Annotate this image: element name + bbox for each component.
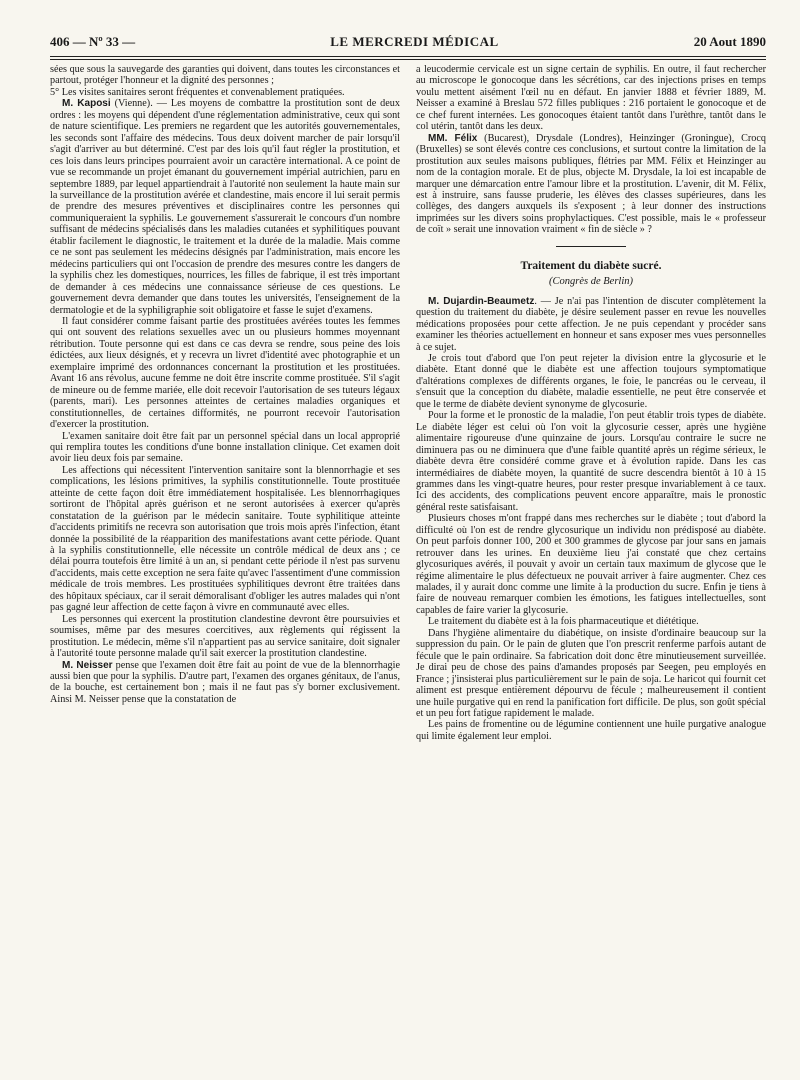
article-columns	[50, 64, 766, 742]
section-divider	[556, 246, 626, 247]
paragraph-text: (Bucarest), Drysdale (Londres), Heinzinger (Groningue), Crocq (Bruxelles) se sont élevés contre ces conclusions, et surtout contre la limitation de la prostitution aux seules maisons publiques, flétries par MM. Félix et Heinzinger au nom de la contagion morale. Et de plus, objecte M. Drysdale, la loi est incapable de marquer une démarcation entre l'amour libre et la prostitution. L'avenir, dit M. Félix, est à instruire, sans fausse pruderie, les élèves des classes supérieures, dans les collèges, des dangers auxquels ils s'exposent ; à leur donner des instructions imprimées sur les divers soins prophylactiques. C'est possible, mais le « professeur de coït » serait une innovation vraiment « fin de siècle » ?	[416, 132, 766, 236]
paragraph: Les personnes qui exercent la prostitution clandestine devront être poursuivies et soumises, même par des mesures coercitives, aux règlements qui régissent la prostitution. Le médecin, même s'il n'appartient pas au service sanitaire, doit signaler à l'autorité toute personne malade qu'il sait exercer la prostitution clandestine.	[50, 613, 400, 660]
section-subtitle: (Congrès de Berlin)	[549, 276, 633, 288]
paragraph: Les pains de fromentine ou de légumine contiennent une huile purgative analogue qui limite également leur emploi.	[416, 719, 766, 742]
issue-date: 20 Aout 1890	[693, 34, 766, 49]
paragraph: Les affections qui nécessitent l'intervention sanitaire sont la blennorrhagie et ses complications, les lésions primitives, la syphilis constitutionnelle. Toute prostituée atteinte de cette façon doit être immédiatement hospitalisée. Les blennorrhagiques sortiront de l'hôpital après guérison et ne seront autorisées à exercer qu'après constatation de la guérison par le médecin sanitaire. Toute syphilitique atteinte d'accidents primitifs ne recevra son autorisation que trois mois après l'infection, étant donnée la possibilité de la réapparition des manifestations avant cette période. Quant à la syphilis constitutionnelle, elle nécessite un contrôle médical de deux ans ; ce délai pourra toutefois être limité à un an, si pendant cette période il n'est pas survenu d'accidents, mais cette exception ne sera faite qu'avec l'assentiment d'une commission médicale de trois membres. Les prostituées syphilitiques devront être traitées dans des hôpitaux spéciaux, car il serait démoralisant d'obliger les autres malades qui n'ont pas gagné leur affection de cette façon à vivre en communauté avec elles.	[50, 464, 400, 614]
paragraph-text: . — Je n'ai pas l'intention de discuter complètement la question du traitement du diabète, je désire seulement passer en revue les nouvelles médications proposées pour cette affection. Je ne puis cependant y procéder sans examiner les théories actuellement en honneur et sans exposer mes vues personnelles à ce sujet.	[416, 295, 766, 353]
page-number: 406 — Nº 33 —	[50, 34, 136, 49]
journal-title: LE MERCREDI MÉDICAL	[330, 34, 499, 49]
paragraph-text: (Vienne). — Les moyens de combattre la prostitution sont de deux ordres : les moyens qui dépendent d'une réglementation administrative, ceux qui sont de nature scientifique. Les premiers ne regardent que les autorités gouvernementales, les seconds sont l'affaire des médecins. Tous deux doivent marcher de pair lorsqu'il s'agit d'arriver au but déterminé. C'est par des lois qu'il faut régler la prostitution, et ces lois dans leurs principes pourraient avoir un caractère international. A ce point de vue se recommande un projet émanant du gouvernement impérial autrichien, paru en septembre 1889, par lequel appartiendrait à l'autorité non seulement la haute main sur la surveillance de la prostitution avérée et clandestine, mais encore il lui serait permis de prendre des mesures préventives et disciplinaires contre les personnes qui communiqueraient la syphilis. Le gouvernement s'assurerait le concours d'un nombre suffisant de médecins spécialisés dans les maladies cutanées et syphilitiques pouvant établir facilement le diagnostic, le traitement et la durée de la maladie. Mais comme ce ne sont pas seulement les médecins désignés par l'administration, mais encore les médecins particuliers qui ont l'occasion de prendre des mesures contre les dangers de la syphilis chez les domestiques, nourrices, les filles de fabrique, il est très important de demander à ces médecins une connaissance sérieuse de ces questions. Le gouvernement devra demander que dans toutes les universités, l'enseignement de la dermatologie et de la syphiligraphie soit obligatoire et fasse le sujet d'examens.	[50, 98, 400, 316]
paragraph: Plusieurs choses m'ont frappé dans mes recherches sur le diabète ; tout d'abord la difficulté où l'on est de rendre glycosurique un individu non prédisposé au diabète. On peut parfois donner 100, 200 et 300 grammes de glycose par jour sans en jamais retrouver dans les urines. En deuxième lieu j'ai constaté que chez certains glycosuriques avérés, il pouvait y avoir un certain taux maximum de glycose que le régime alimentaire le plus défectueux ne pouvait arriver à faire augmenter. Chez ces malades, il y aurait donc comme une limite à la production du sucre. Enfin je tiens à faire de nouveau remarquer combien les émotions, les fatigues intellectuelles, sont capables de faire varier la glycosurie.	[416, 513, 766, 616]
section-title: Traitement du diabète sucré.	[520, 259, 662, 272]
speaker-name: M. Dujardin-Beaumetz	[428, 295, 535, 307]
header-rule-double	[50, 59, 766, 60]
paragraph: sées que sous la sauvegarde des garanties qui doivent, dans toutes les circonstances et partout, protéger l'honneur et la dignité des personnes ;	[50, 64, 400, 87]
header-rule	[50, 56, 766, 57]
paragraph: a leucodermie cervicale est un signe certain de syphilis. En outre, il faut rechercher au microscope le gonocoque dans les sécrétions, car des injections prises en temps voulu mettent aisément l'œil nu en défaut. En janvier 1888 et février 1889, M. Neisser a examiné à Breslau 572 filles publiques : 216 portaient le gonocoque et de ce chef furent internées. Les gonocoques étaient tantôt dans l'urèthre, tantôt dans le col utérin, tantôt dans les deux.	[416, 64, 766, 133]
paragraph	[416, 296, 766, 353]
page-header	[50, 34, 766, 50]
paragraph: Je crois tout d'abord que l'on peut rejeter la division entre la glycosurie et le diabète. Etant donné que le diabète est une affection toujours symptomatique d'altérations complexes de différents organes, le foie, le pancréas ou le cerveau, il s'ensuit que la conception du diabète, maladie essentielle, ne peut être conservée et que le terme de diabète devient synonyme de glycosurie.	[416, 352, 766, 410]
paragraph	[50, 660, 400, 706]
paragraph: Il faut considérer comme faisant partie des prostituées avérées toutes les femmes qui ont souvent des relations sexuelles avec un ou plusieurs hommes moyennant rétribution. Toute personne qui est dans ce cas devra se rendre, sous peine des lois édictées, aux lieux désignés, et y recevra un livret d'identité avec photographie et un exemplaire imprimé des ordonnances concernant la prostitution et les prostituées. Avant 16 ans révolus, aucune femme ne doit être inscrite comme prostituée. S'il s'agit de mineure ou de femme mariée, elle doit recevoir l'autorisation de ses tuteurs légaux (parents, mari). Les personnes atteintes de certaines maladies organiques et constitutionnelles, de certaines difformités, ne pourront recevoir l'autorisation d'exercer la prostitution.	[50, 315, 400, 431]
paragraph: Dans l'hygiène alimentaire du diabétique, on insiste d'ordinaire beaucoup sur la suppression du pain. Or le pain de gluten que l'on prescrit renferme parfois autant de fécule que le pain ordinaire. Sa fabrication doit donc être minutieusement surveillée. Je dirai peu de chose des pains d'amandes proposés par Seegen, peu employés en France ; j'insisterai plus particulièrement sur le pain de soja. Le haricot qui fournit cet aliment est presque entièrement dépourvu de fécule ; malheureusement il contient une huile purgative qui en rend la panification fort difficile. De plus, son goût spécial et un peu fort fatigue rapidement le malade.	[416, 627, 766, 720]
paragraph: Le traitement du diabète est à la fois pharmaceutique et diététique.	[428, 616, 699, 628]
speaker-name: MM. Félix	[428, 132, 478, 144]
speaker-name: M. Neisser	[62, 659, 113, 671]
paragraph-text: pense que l'examen doit être fait au point de vue de la blennorrhagie aussi bien que pour la syphilis. D'autre part, l'examen des organes génitaux, de l'anus, de la bouche, est certainement bon ; mais il ne faut pas s'y borner exclusivement. Ainsi M. Neisser pense que la constatation de	[50, 659, 400, 705]
paragraph: L'examen sanitaire doit être fait par un personnel spécial dans un local approprié qui remplira toutes les conditions d'une bonne installation clinique. Cet examen doit avoir lieu deux fois par semaine.	[50, 430, 400, 465]
speaker-name: M. Kaposi	[62, 98, 111, 110]
paragraph: Pour la forme et le pronostic de la maladie, l'on peut établir trois types de diabète. Le diabète léger est celui où l'on voit la glycosurie cesser, après une hygiène alimentaire rigoureuse d'une quinzaine de jours. Lorsqu'au contraire le sucre ne diminuera pas ou ne diminuera que d'une faible quantité après un régime sérieux, le diabète devra être considéré comme grave et à évolution rapide. Dans les cas intermédiaires de diabète moyen, la quantité de sucre descendra bientôt à 10 à 15 grammes dans les vingt-quatre heures, pour rester presque invariablement à ce taux. Ici des accidents, des complications peuvent encore apparaître, mais le pronostic général reste satisfaisant.	[416, 410, 766, 513]
left-column	[50, 64, 400, 742]
paragraph	[50, 98, 400, 316]
paragraph	[416, 133, 766, 236]
paragraph: 5° Les visites sanitaires seront fréquentes et convenablement pratiquées.	[50, 86, 345, 98]
right-column	[416, 64, 766, 742]
